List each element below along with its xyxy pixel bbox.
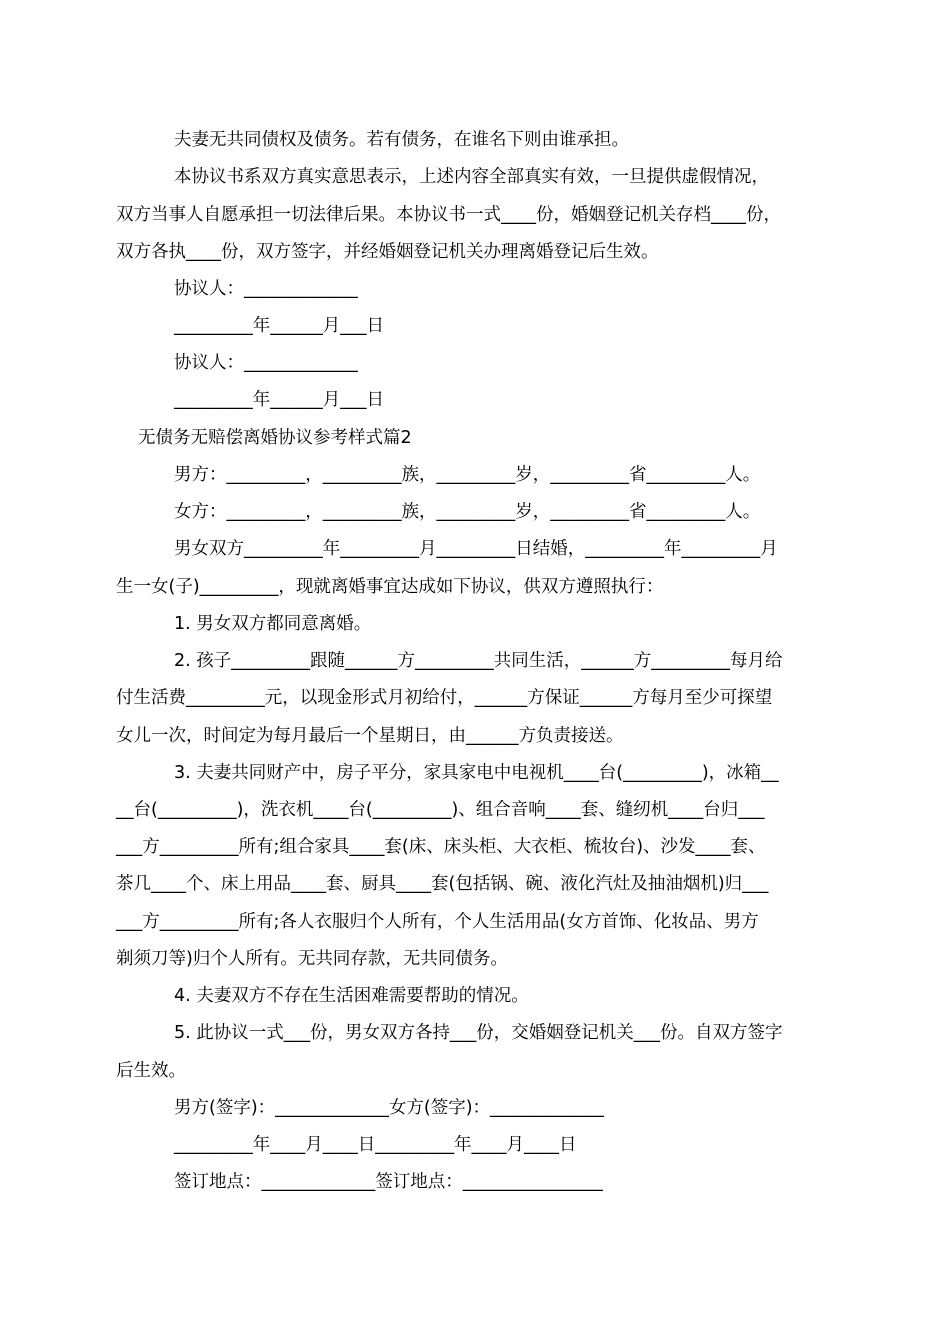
female-party-line: 女方：_________，_________族，_________岁，_________省_________人。 [174,502,761,522]
clause-5: 5. 此协议一式___份，男女双方各持___份，交婚姻登记机关___份。自双方签字 [174,1023,783,1043]
signatory-field: 协议人：_____________ [174,353,358,373]
clause-2: 2. 孩子_________跟随______方_________共同生活，______方_________每月给 [174,651,783,671]
paragraph-line: ___方_________所有;各人衣服归个人所有，个人生活用品(女方首饰、化妆品、男方 [116,912,759,932]
date-line: _________年____月____日_________年____月____日 [174,1135,577,1155]
paragraph-line: 男女双方_________年_________月_________日结婚，_________年_________月 [174,539,778,559]
paragraph-line: 本协议书系双方真实意思表示，上述内容全部真实有效，一旦提供虚假情况， [174,167,769,187]
date-field: _________年______月___日 [174,390,384,410]
section-title: 无债务无赔偿离婚协议参考样式篇2 [138,428,412,448]
clause-1: 1. 男女双方都同意离婚。 [174,614,372,634]
paragraph-line: ___方_________所有;组合家具____套(床、床头柜、大衣柜、梳妆台)、沙发____套、 [116,837,766,857]
paragraph-line: 后生效。 [116,1061,186,1081]
paragraph-line: 夫妻无共同债权及债务。若有债务，在谁名下则由谁承担。 [174,130,629,150]
clause-3: 3. 夫妻共同财产中，房子平分，家具家电中电视机____台(_________)，冰箱__ [174,763,779,783]
signing-location-line: 签订地点：_____________签订地点：________________ [174,1172,603,1192]
paragraph-line: 双方各执____份，双方签字，并经婚姻登记机关办理离婚登记后生效。 [116,242,659,262]
signatory-field: 协议人：_____________ [174,279,358,299]
paragraph-line: 女儿一次，时间定为每月最后一个星期日，由______方负责接送。 [116,726,624,746]
paragraph-line: __台(_________)，洗衣机____台(_________)、组合音响____套、缝纫机____台归___ [116,800,765,820]
paragraph-line: 生一女(子)_________，现就离婚事宜达成如下协议，供双方遵照执行： [116,577,664,597]
paragraph-line: 茶几____个、床上用品____套、厨具____套(包括锅、碗、液化汽灶及抽油烟机)归___ [116,874,769,894]
paragraph-line: 剃须刀等)归个人所有。无共同存款，无共同债务。 [116,949,508,969]
male-party-line: 男方：_________，_________族，_________岁，_________省_________人。 [174,465,761,485]
signature-line: 男方(签字)：_____________女方(签字)：_____________ [174,1098,604,1118]
date-field: _________年______月___日 [174,316,384,336]
paragraph-line: 双方当事人自愿承担一切法律后果。本协议书一式____份，婚姻登记机关存档____份， [116,205,781,225]
paragraph-line: 付生活费_________元，以现金形式月初给付，______方保证______方每月至少可探望 [116,688,773,708]
clause-4: 4. 夫妻双方不存在生活困难需要帮助的情况。 [174,986,529,1006]
